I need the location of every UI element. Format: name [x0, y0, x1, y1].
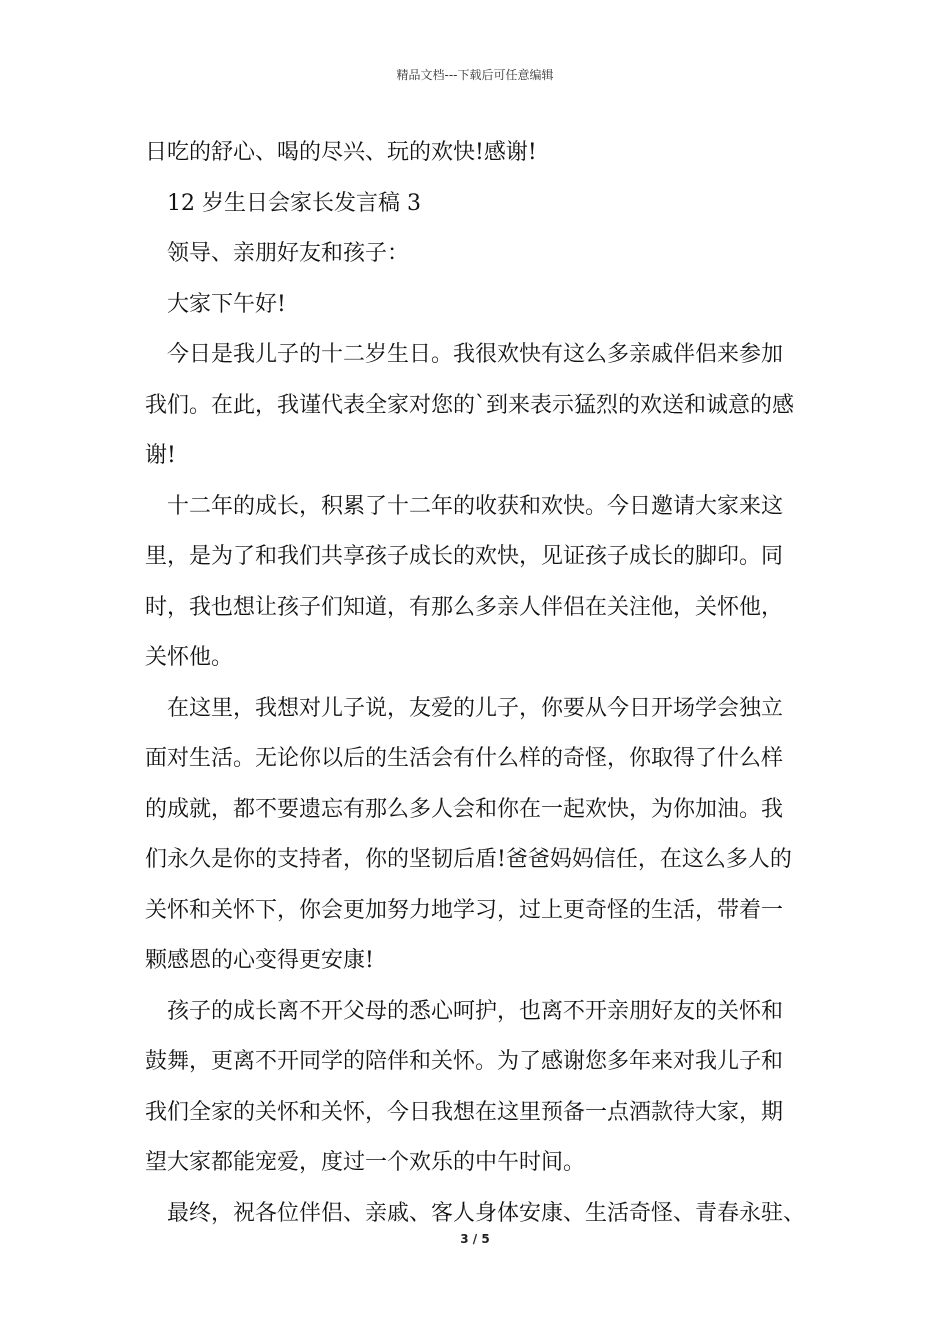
text-line: 们永久是你的支持者，你的坚韧后盾!爸爸妈妈信任，在这么多人的: [145, 847, 792, 872]
text-line: 我们全家的关怀和关怀，今日我想在这里预备一点酒款待大家，期: [145, 1099, 784, 1125]
text-line: 今日是我儿子的十二岁生日。我很欢快有这么多亲戚伴侣来参加: [167, 342, 784, 367]
page-number: 3 / 5: [460, 1232, 490, 1246]
text-line: 孩子的成长离不开父母的悉心呵护，也离不开亲朋好友的关怀和: [167, 998, 784, 1024]
section-title: 12 岁生日会家长发言稿 3: [167, 190, 421, 216]
text-line: 的成就，都不要遗忘有那么多人会和你在一起欢快，为你加油。我: [145, 796, 784, 822]
text-line: 最终，祝各位伴侣、亲戚、客人身体安康、生活奇怪、青春永驻、: [167, 1200, 806, 1226]
text-line: 关怀和关怀下，你会更加努力地学习，过上更奇怪的生活，带着一: [145, 897, 784, 923]
text-line: 在这里，我想对儿子说，友爱的儿子，你要从今日开场学会独立: [167, 695, 784, 721]
text-line: 谢!: [145, 443, 176, 468]
text-line: 鼓舞，更离不开同学的陪伴和关怀。为了感谢您多年来对我儿子和: [145, 1049, 784, 1074]
text-line: 里，是为了和我们共享孩子成长的欢快，见证孩子成长的脚印。同: [145, 544, 784, 569]
text-line: 面对生活。无论你以后的生活会有什么样的奇怪，你取得了什么样: [145, 746, 784, 771]
greeting: 大家下午好!: [167, 291, 286, 317]
text-line: 十二年的成长，积累了十二年的收获和欢快。今日邀请大家来这: [167, 493, 784, 519]
text-line: 日吃的舒心、喝的尽兴、玩的欢快!感谢!: [145, 140, 537, 165]
page-header: 精品文档---下载后可任意编辑: [396, 68, 554, 82]
text-line: 我们。在此，我谨代表全家对您的`到来表示猛烈的欢送和诚意的感: [145, 392, 795, 418]
salutation: 领导、亲朋好友和孩子：: [167, 241, 410, 266]
text-line: 关怀他。: [145, 645, 234, 670]
document-body: [145, 128, 825, 1239]
text-line: 颗感恩的心变得更安康!: [145, 948, 374, 973]
text-line: 望大家都能宠爱，度过一个欢乐的中午时间。: [145, 1150, 586, 1175]
text-line: 时，我也想让孩子们知道，有那么多亲人伴侣在关注他，关怀他，: [145, 594, 784, 620]
